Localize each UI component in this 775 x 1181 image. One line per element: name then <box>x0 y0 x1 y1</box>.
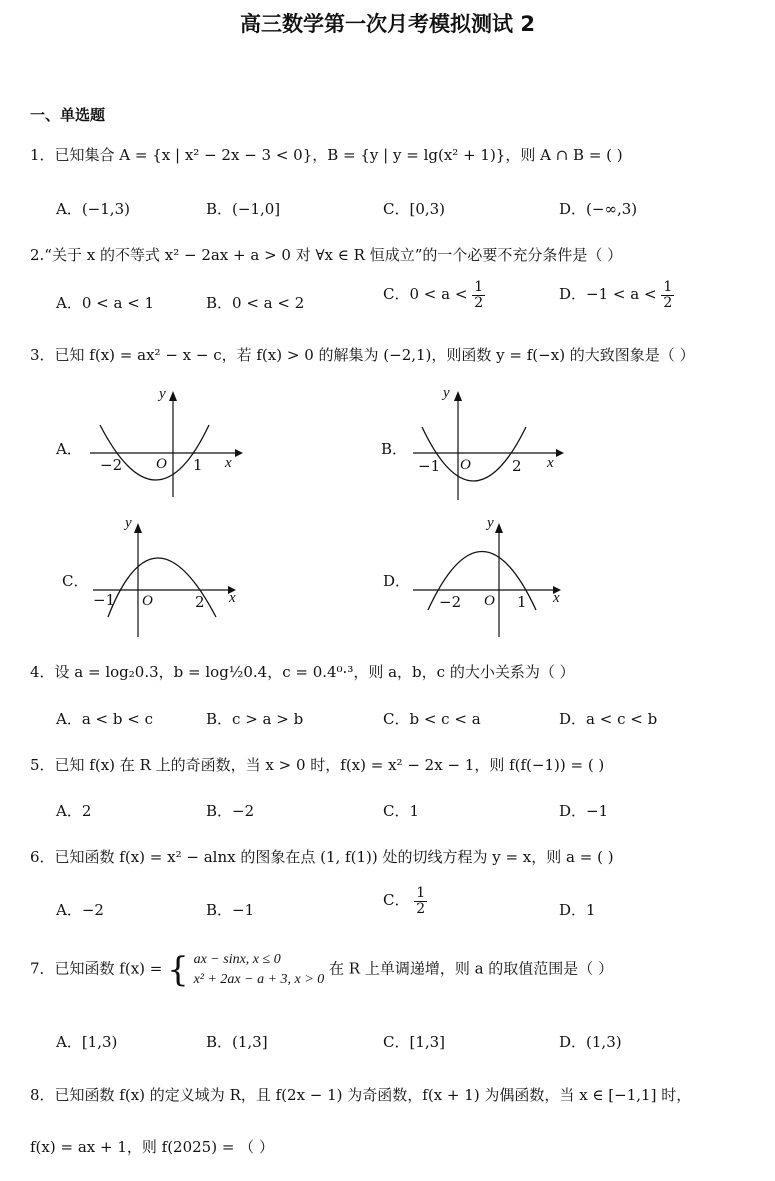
q2d-numerator: 1 <box>663 279 673 295</box>
q7-cases <box>194 950 325 989</box>
q7-case-1: ax − sinx, x ≤ 0 <box>193 952 281 967</box>
graph-a-x-label: x <box>225 455 232 471</box>
graph-a-origin-label: O <box>156 456 167 472</box>
graph-a-y-label: y <box>159 386 166 402</box>
q2c-numerator: 1 <box>474 279 484 295</box>
graph-a-1-label: 1 <box>193 456 203 474</box>
q7-case-2: x² + 2ax − a + 3, x > 0 <box>193 971 325 987</box>
question-6: 6．已知函数 f(x) = x² − alnx 的图象在点 (1, f(1)) 处的切线方程为 y = x，则 a = ( ) <box>30 848 614 866</box>
graph-d-origin-label: O <box>484 593 495 609</box>
graph-c-x-label: x <box>229 590 236 606</box>
q2-option-b[interactable]: B．0 < a < 2 <box>206 294 305 312</box>
q2-option-d[interactable] <box>559 280 674 310</box>
graph-d-y-label: y <box>487 515 494 531</box>
question-2: 2.“关于 x 的不等式 x² − 2ax + a > 0 对 ∀x ∈ R 恒成立”的一个必要不充分条件是（ ） <box>30 246 623 264</box>
q7-text-post: 在 R 上单调递增，则 a 的取值范围是（ ） <box>329 959 614 978</box>
q4-option-a[interactable]: A．a < b < c <box>56 710 153 728</box>
q7-text-pre: 7．已知函数 f(x) = <box>30 959 163 978</box>
q1-option-c[interactable]: C．[0,3) <box>383 200 446 218</box>
page-title: 高三数学第一次月考模拟测试 2 <box>240 12 535 36</box>
q3-option-b[interactable]: B． <box>381 440 408 458</box>
graph-b-neg1-label: −1 <box>418 457 441 475</box>
graph-c <box>88 515 248 640</box>
q4-option-d[interactable]: D．a < c < b <box>559 710 658 728</box>
graph-a-neg2-label: −2 <box>100 456 123 474</box>
q7-option-c[interactable]: C．[1,3] <box>383 1033 446 1051</box>
q2d-denominator: 2 <box>663 294 673 311</box>
q7-option-b[interactable]: B．(1,3] <box>206 1033 268 1051</box>
q7-brace: { <box>167 949 189 990</box>
question-4: 4．设 a = log₂0.3，b = log½0.4，c = 0.4⁰·³，则 a，b，c 的大小关系为（ ） <box>30 663 575 681</box>
graph-c-y-label: y <box>125 515 132 531</box>
q2-option-a[interactable]: A．0 < a < 1 <box>56 294 155 312</box>
q7-option-a[interactable]: A．[1,3) <box>56 1033 118 1051</box>
q1-option-d[interactable]: D．(−∞,3) <box>559 200 638 218</box>
q2-option-d-label: D．−1 < a < <box>559 285 657 304</box>
graph-b-y-label: y <box>443 385 450 401</box>
graph-d-1-label: 1 <box>517 593 527 611</box>
q6-option-d[interactable]: D．1 <box>559 901 596 919</box>
q5-option-b[interactable]: B．−2 <box>206 802 255 820</box>
graph-c-origin-label: O <box>142 593 153 609</box>
q6-option-c-fraction <box>414 886 427 916</box>
graph-d <box>408 515 568 640</box>
q5-option-c[interactable]: C．1 <box>383 802 420 820</box>
q5-option-a[interactable]: A．2 <box>56 802 92 820</box>
q2c-denominator: 2 <box>474 294 484 311</box>
q6c-denominator: 2 <box>416 900 426 917</box>
q2-option-c[interactable] <box>383 280 485 310</box>
q3-option-a[interactable]: A． <box>56 440 82 458</box>
graph-d-neg2-label: −2 <box>439 593 462 611</box>
question-8-line-2: f(x) = ax + 1，则 f(2025) = （ ） <box>30 1138 274 1156</box>
q4-option-c[interactable]: C．b < c < a <box>383 710 481 728</box>
q6-option-c[interactable] <box>383 886 427 916</box>
q2-option-c-fraction <box>472 280 485 310</box>
q5-option-d[interactable]: D．−1 <box>559 802 609 820</box>
q3-option-d[interactable]: D． <box>383 572 411 590</box>
question-5: 5．已知 f(x) 在 R 上的奇函数，当 x > 0 时，f(x) = x² − 2x − 1，则 f(f(−1)) = ( ) <box>30 756 605 774</box>
q3-option-c[interactable]: C． <box>62 572 89 590</box>
graph-b-origin-label: O <box>460 457 471 473</box>
graph-b-x-label: x <box>547 455 554 471</box>
q6-option-b[interactable]: B．−1 <box>206 901 255 919</box>
q2-option-c-label: C．0 < a < <box>383 285 468 304</box>
graph-c-neg1-label: −1 <box>93 591 116 609</box>
q6c-numerator: 1 <box>416 885 426 901</box>
q1-option-b[interactable]: B．(−1,0] <box>206 200 281 218</box>
question-8-line-1: 8．已知函数 f(x) 的定义域为 R，且 f(2x − 1) 为奇函数，f(x + 1) 为偶函数，当 x ∈ [−1,1] 时， <box>30 1086 692 1104</box>
q2-option-d-fraction <box>661 280 674 310</box>
q6-option-a[interactable]: A．−2 <box>56 901 104 919</box>
q4-option-b[interactable]: B．c > a > b <box>206 710 304 728</box>
graph-b <box>408 385 568 503</box>
graph-d-x-label: x <box>553 590 560 606</box>
section-heading: 一、单选题 <box>30 106 106 124</box>
question-3: 3．已知 f(x) = ax² − x − c，若 f(x) > 0 的解集为 (−2,1)，则函数 y = f(−x) 的大致图象是（ ） <box>30 346 695 364</box>
graph-b-2-label: 2 <box>512 457 522 475</box>
q6-option-c-label: C． <box>383 891 410 910</box>
question-1: 1．已知集合 A = {x | x² − 2x − 3 < 0}，B = {y | y = lg(x² + 1)}，则 A ∩ B = ( ) <box>30 146 623 164</box>
graph-c-2-label: 2 <box>195 593 205 611</box>
question-7 <box>30 950 613 989</box>
q7-option-d[interactable]: D．(1,3) <box>559 1033 622 1051</box>
q1-option-a[interactable]: A．(−1,3) <box>56 200 130 218</box>
